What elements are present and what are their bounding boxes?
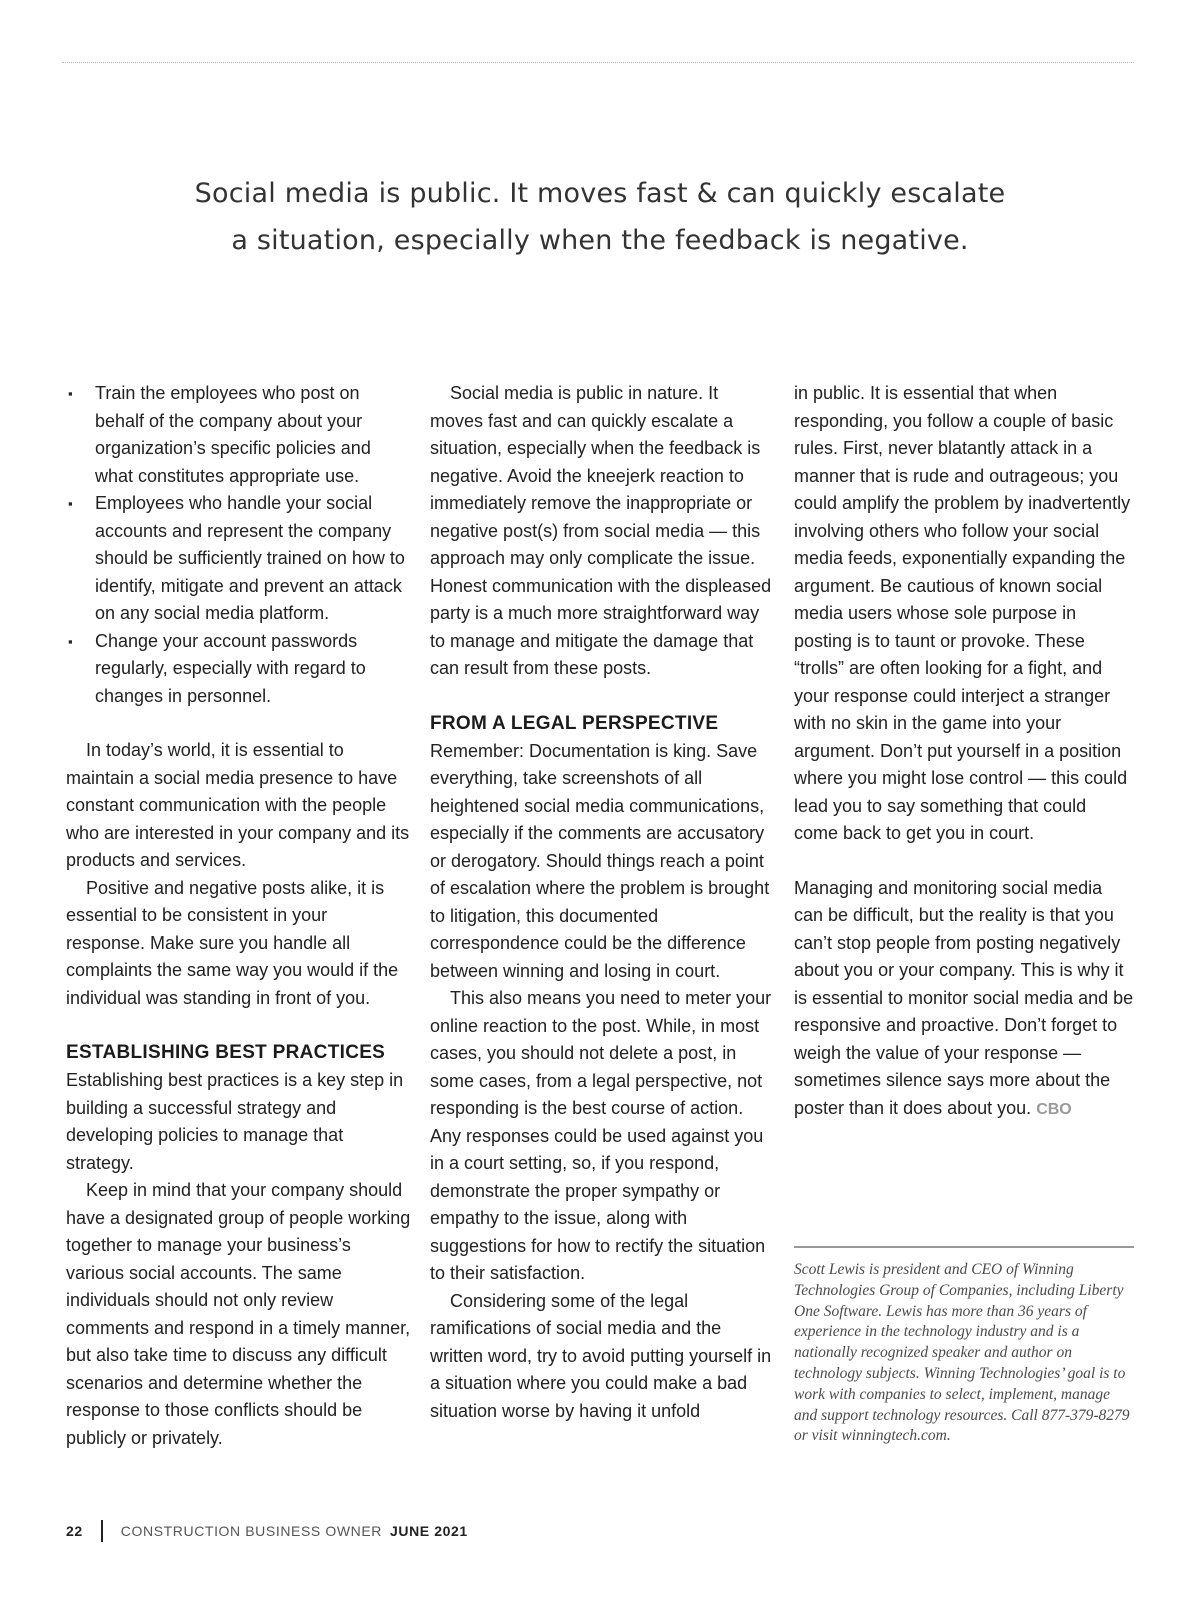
paragraph: in public. It is essential that when responding, you follow a couple of basic rules. First, never blatantly attack in a manner that is rude and outrageous; you could amplify the problem by inadvertently involving others who follow your social media feeds, exponentially expanding the argument. Be cautious of known social media users whose sole purpose in posting is to taunt or provoke. These “trolls” are often looking for a fight, and your response could interject a stranger with no skin in the game into your argument. Don’t put yourself in a position where you might lose control — this could lead you to say something that could come back to get you in court. [794, 383, 1131, 843]
top-divider [62, 62, 1134, 63]
square-bullet-icon: ▪ [68, 633, 73, 649]
paragraph [794, 875, 1134, 1124]
paragraph-text: Managing and monitoring social media can be difficult, but the reality is that you can’t stop people from posting negatively about you or your company. This is why it is essential to monitor social media and be responsive and proactive. Don’t forget to weigh the value of your response — sometimes silence says more about the poster than it does about you. [794, 877, 1134, 1118]
paragraph: Keep in mind that your company should have a designated group of people working together to manage your business’s various social accounts. The same individuals should not only review comments and respond in a timely manner, but also take time to discuss any difficult scenarios and determine whether the response to those conflicts should be publicly or privately. [66, 1180, 411, 1448]
list-item [66, 490, 411, 628]
list-item-text: Employees who handle your social accounts and represent the company should be sufficiently trained on how to identify, mitigate and prevent an attack on any social media platform. [95, 493, 405, 623]
list-item-text: Change your account passwords regularly, especially with regard to changes in personnel. [95, 630, 366, 706]
section-heading: FROM A LEGAL PERSPECTIVE [430, 712, 719, 734]
section-heading: ESTABLISHING BEST PRACTICES [66, 1042, 386, 1063]
article-column-3 [794, 380, 1134, 1123]
tips-bullet-list [66, 380, 411, 710]
end-mark: CBO [1036, 1100, 1072, 1118]
bio-divider [794, 1246, 1134, 1248]
paragraph: In today’s world, it is essential to maintain a social media presence to have constant communication with the people who are interested in your company and its products and services. [66, 740, 410, 870]
list-item [66, 380, 411, 490]
author-bio: Scott Lewis is president and CEO of Winning Technologies Group of Companies, including Liberty One Software. Lewis has more than 36 years of experience in the technology industry and is a nationally recognized speaker and author on technology subjects. Winning Technologies’ goal is to work with companies to select, implement, manage and support technology resources. Call 877-379-8279 or visit winningtech.com. [794, 1261, 1130, 1445]
list-item [66, 628, 411, 711]
paragraph: This also means you need to meter your online reaction to the post. While, in most cases, you should not delete a post, in some cases, from a legal perspective, not responding is the best course of action. Any responses could be used against you in a court setting, so, if you respond, demonstrate the proper sympathy or empathy to the issue, along with suggestions for how to rectify the situation to their satisfaction. [430, 988, 772, 1283]
page-number: 22 [66, 1523, 83, 1539]
square-bullet-icon: ▪ [68, 386, 73, 401]
footer-divider [101, 1520, 103, 1542]
publication-name: CONSTRUCTION BUSINESS OWNER [120, 1523, 382, 1539]
paragraph: Social media is public in nature. It moves fast and can quickly escalate a situation, especially when the feedback is negative. Avoid the kneejerk reaction to immediately remove the inappropriate or negative post(s) from social media — this approach may only complicate the issue. Honest communication with the displeased party is a much more straightforward way to manage and mitigate the damage that can result from these posts. [430, 383, 772, 678]
paragraph: Considering some of the legal ramifications of social media and the written word, try to avoid putting yourself in a situation where you could make a bad situation worse by having it unfold [430, 1290, 772, 1421]
pull-quote-line-1: Social media is public. It moves fast & can quickly escalate [194, 178, 1006, 209]
paragraph: Establishing best practices is a key step in building a successful strategy and developing policies to manage that strategy. [66, 1070, 404, 1173]
issue-date: JUNE 2021 [390, 1523, 468, 1539]
page-footer [66, 1518, 468, 1544]
article-column-1 [66, 380, 411, 1452]
article-column-2 [430, 380, 775, 1425]
list-item-text: Train the employees who post on behalf of the company about your organization’s specific policies and what constitutes appropriate use. [95, 383, 371, 486]
pull-quote [100, 170, 1100, 264]
paragraph: Remember: Documentation is king. Save everything, take screenshots of all heightened social media communications, especially if the comments are accusatory or derogatory. Should things reach a point of escalation where the problem is brought to litigation, this documented correspondence could be the difference between winning and losing in court. [430, 740, 770, 981]
paragraph: Positive and negative posts alike, it is essential to be consistent in your response. Make sure you handle all complaints the same way you would if the individual was standing in front of you. [66, 877, 399, 1008]
square-bullet-icon: ▪ [68, 496, 73, 511]
pull-quote-line-2: a situation, especially when the feedback is negative. [231, 225, 969, 256]
